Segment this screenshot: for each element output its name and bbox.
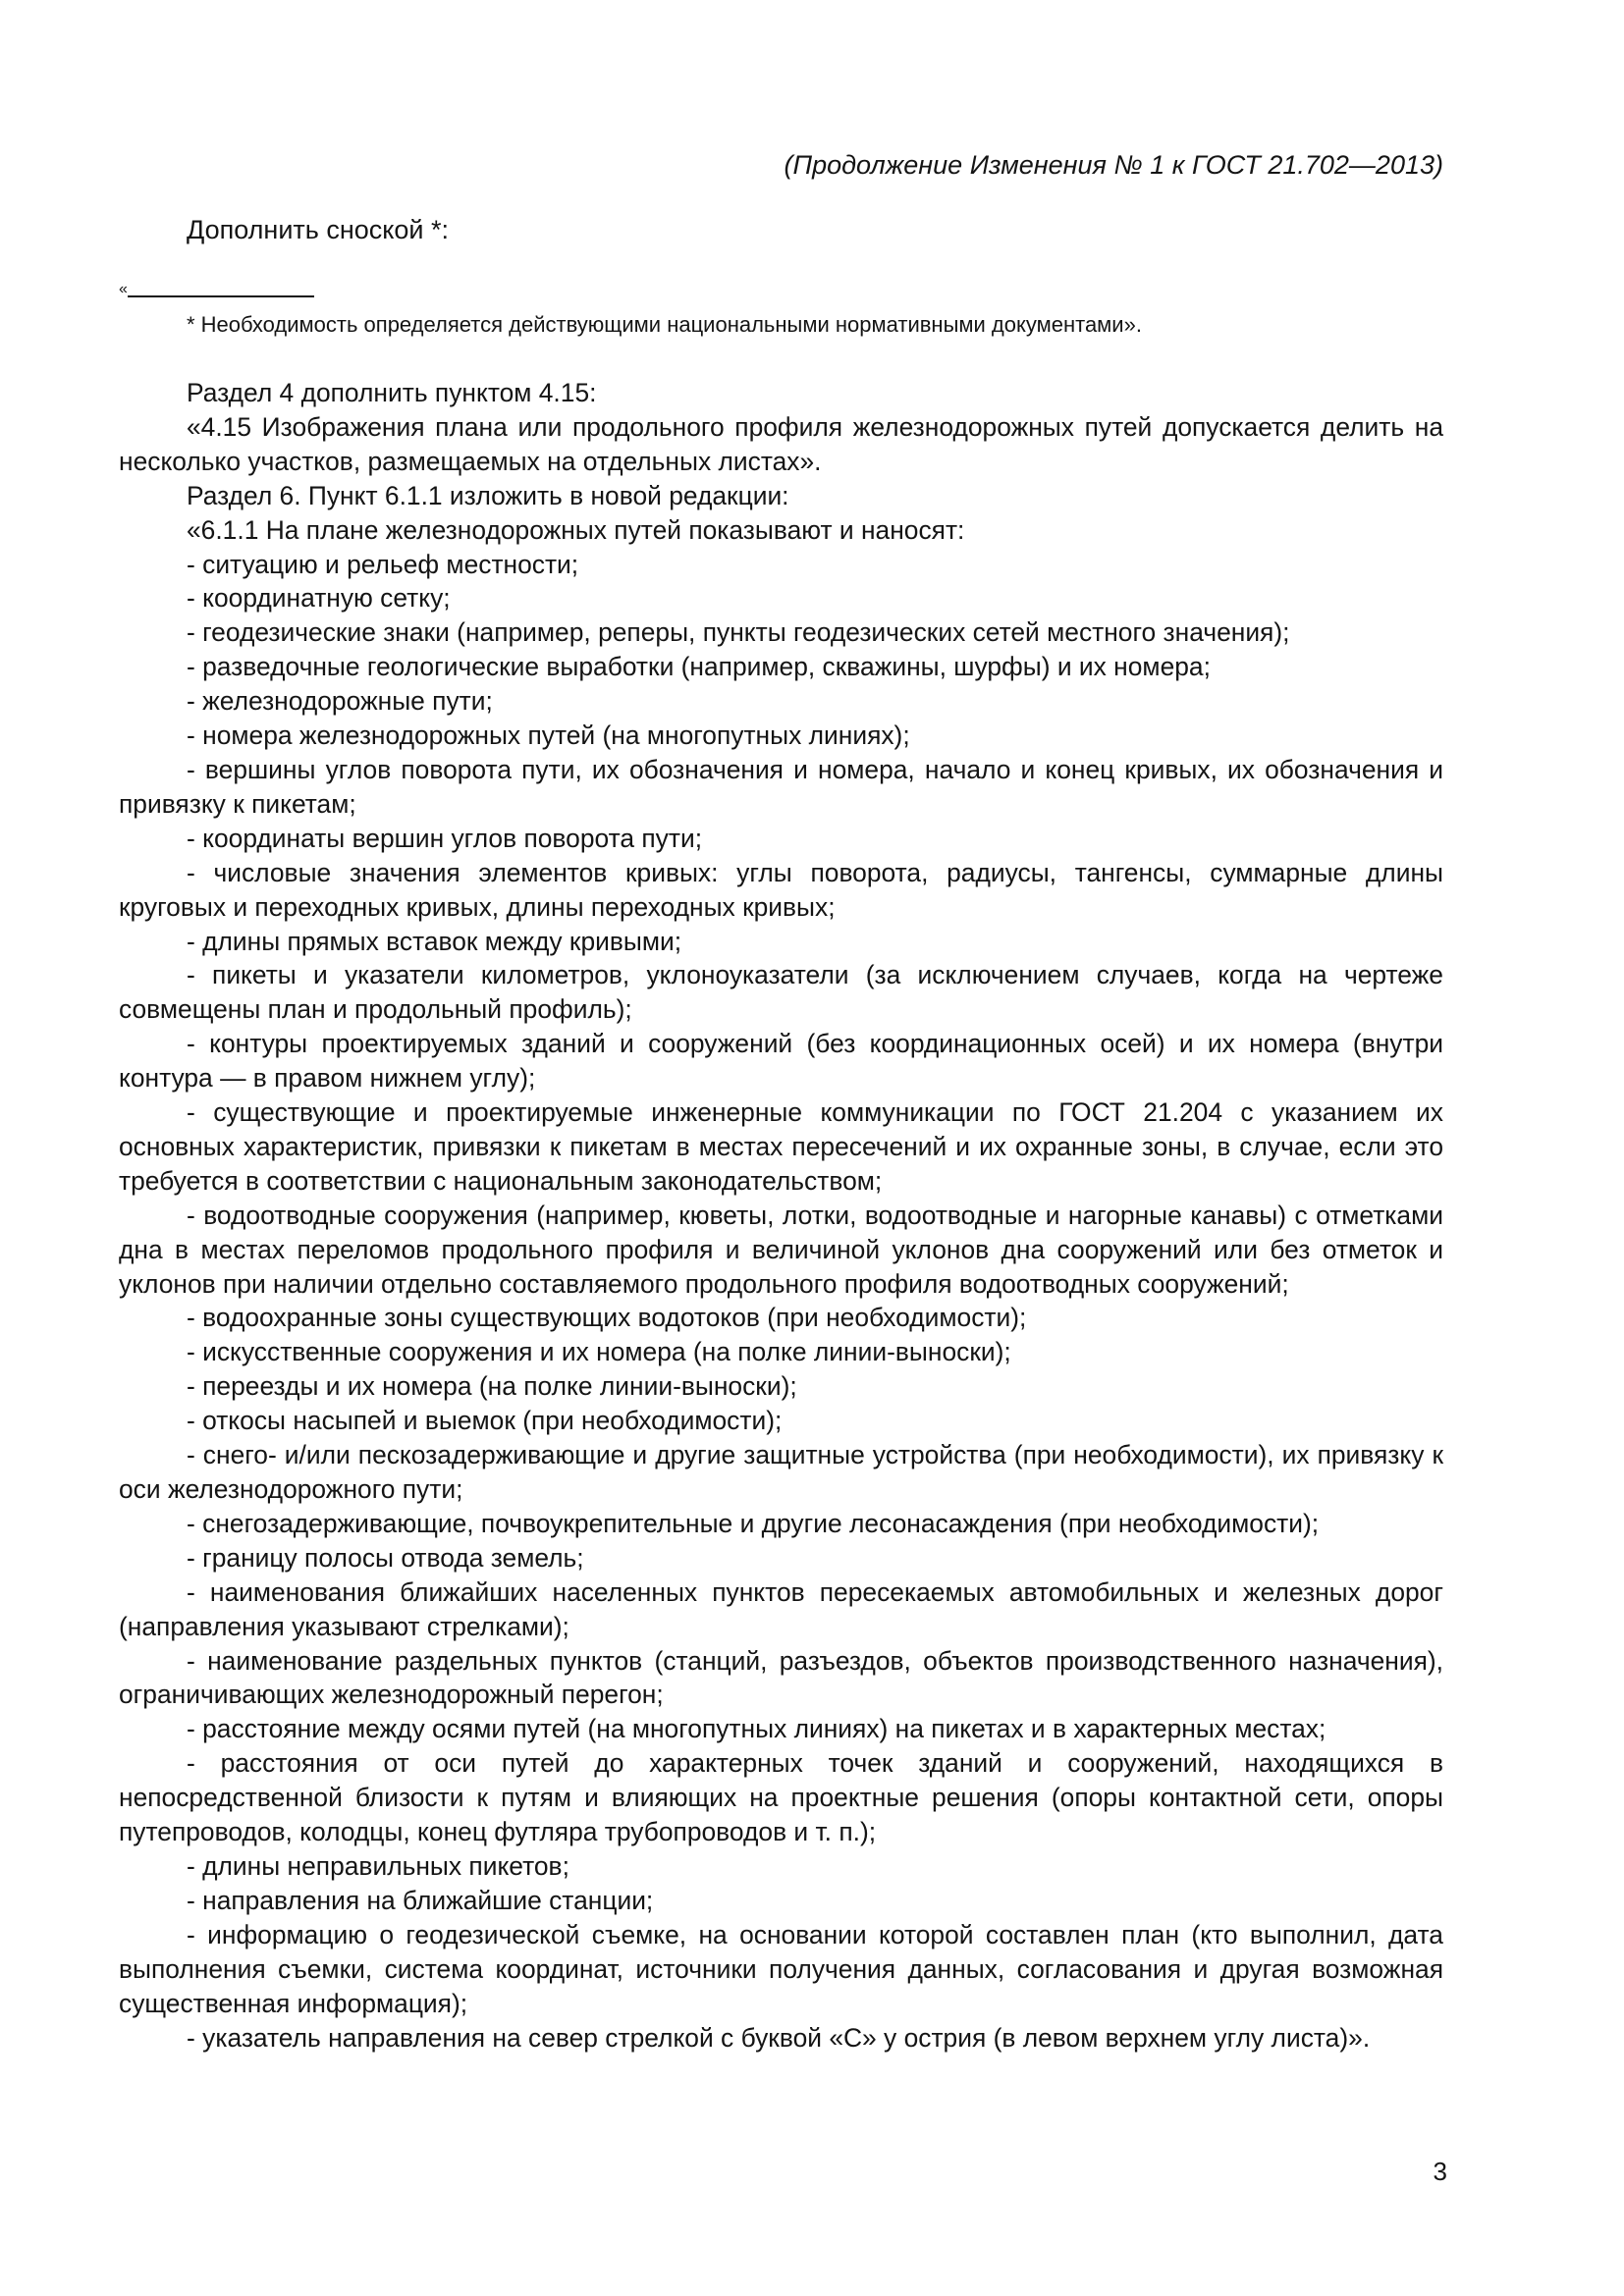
- paragraph-4-15: «4.15 Изображения плана или продольного профиля железнодорожных путей допускается делить на несколько участков, размещаемых на отдельных листах».: [119, 411, 1443, 476]
- continuation-header: (Продолжение Изменения № 1 к ГОСТ 21.702—2013): [784, 150, 1443, 180]
- list-item: - указатель направления на север стрелкой с буквой «С» у острия (в левом верхнем углу листа)».: [187, 2022, 1371, 2053]
- list-item: - ситуацию и рельеф местности;: [187, 549, 579, 579]
- paragraph-6-1-1: «6.1.1 На плане железнодорожных путей показывают и наносят:: [187, 514, 965, 545]
- list-item: - снего- и/или пескозадерживающие и другие защитные устройства (при необходимости), их привязку к оси железнодорожного пути;: [119, 1440, 1443, 1504]
- list-item: - снегозадерживающие, почвоукрепительные и другие лесонасаждения (при необходимости);: [187, 1508, 1320, 1538]
- list-item: - откосы насыпей и выемок (при необходимости);: [187, 1406, 783, 1436]
- list-item: - пикеты и указатели километров, уклоноуказатели (за исключением случаев, когда на чертеже совмещены план и продольный профиль);: [119, 960, 1443, 1025]
- list-item: - расстояния от оси путей до характерных точек зданий и сооружений, находящихся в непосредственной близости к путям и влияющих на проектные решения (опоры контактной сети, опоры путепроводов, колодцы, конец футляра трубопроводов и т. п.);: [119, 1748, 1443, 1847]
- list-item: - направления на ближайшие станции;: [187, 1885, 654, 1915]
- list-item: - железнодорожные пути;: [187, 686, 493, 717]
- list-item: - длины неправильных пикетов;: [187, 1850, 569, 1881]
- footnote-text: * Необходимость определяется действующими национальными нормативными документами».: [187, 312, 1142, 337]
- list-item: - расстояние между осями путей (на многопутных линиях) на пикетах и в характерных местах;: [187, 1714, 1326, 1744]
- list-item: - контуры проектируемых зданий и сооружений (без координационных осей) и их номера (внутри контура — в правом нижнем углу);: [119, 1029, 1443, 1094]
- list-item: - наименование раздельных пунктов (станций, разъездов, объектов производственного назначения), ограничивающих железнодорожный перегон;: [119, 1645, 1443, 1710]
- paragraph-section6: Раздел 6. Пункт 6.1.1 изложить в новой редакции:: [187, 480, 789, 510]
- paragraph-section4: Раздел 4 дополнить пунктом 4.15:: [187, 378, 597, 407]
- list-item: - вершины углов поворота пути, их обозначения и номера, начало и конец кривых, их обозначения и привязку к пикетам;: [119, 754, 1443, 819]
- list-item: - координаты вершин углов поворота пути;: [187, 823, 703, 853]
- footnote-open-quote: «: [119, 281, 128, 297]
- list-item: - переезды и их номера (на полке линии-выноски);: [187, 1371, 797, 1402]
- list-item: - координатную сетку;: [187, 583, 451, 614]
- list-item: - разведочные геологические выработки (например, скважины, шурфы) и их номера;: [187, 652, 1211, 682]
- list-item: - существующие и проектируемые инженерные коммуникации по ГОСТ 21.204 с указанием их основных характеристик, привязки к пикетам в местах пересечений и их охранные зоны, в случае, если это требуется в соответствии с национальным законодательством;: [119, 1097, 1443, 1196]
- list-item: - информацию о геодезической съемке, на основании которой составлен план (кто выполнил, дата выполнения съемки, система координат, источники получения данных, согласования и другая возможная существенная информация);: [119, 1919, 1443, 2018]
- footnote-separator: [128, 295, 314, 297]
- list-item: - числовые значения элементов кривых: углы поворота, радиусы, тангенсы, суммарные длины круговых и переходных кривых, длины переходных кривых;: [119, 857, 1443, 922]
- body-text: [119, 376, 1443, 2055]
- list-item: - длины прямых вставок между кривыми;: [187, 926, 682, 956]
- list-item: - границу полосы отвода земель;: [187, 1542, 584, 1573]
- list-item: - искусственные сооружения и их номера (на полке линии-выноски);: [187, 1337, 1011, 1367]
- add-footnote-instruction: Дополнить сноской *:: [187, 215, 449, 244]
- list-item: - геодезические знаки (например, реперы, пункты геодезических сетей местного значения);: [187, 617, 1290, 648]
- list-item: - водоохранные зоны существующих водотоков (при необходимости);: [187, 1303, 1027, 1333]
- list-item: - наименования ближайших населенных пунктов пересекаемых автомобильных и железных дорог (направления указывают стрелками);: [119, 1576, 1443, 1641]
- list-item: - номера железнодорожных путей (на многопутных линиях);: [187, 721, 910, 751]
- list-item: - водоотводные сооружения (например, кюветы, лотки, водоотводные и нагорные канавы) с отметками дна в местах переломов продольного профиля и величиной уклонов дна сооружений или без отметок и уклонов при наличии отдельно составляемого продольного профиля водоотводных сооружений;: [119, 1200, 1443, 1299]
- page-number: 3: [1433, 2157, 1447, 2186]
